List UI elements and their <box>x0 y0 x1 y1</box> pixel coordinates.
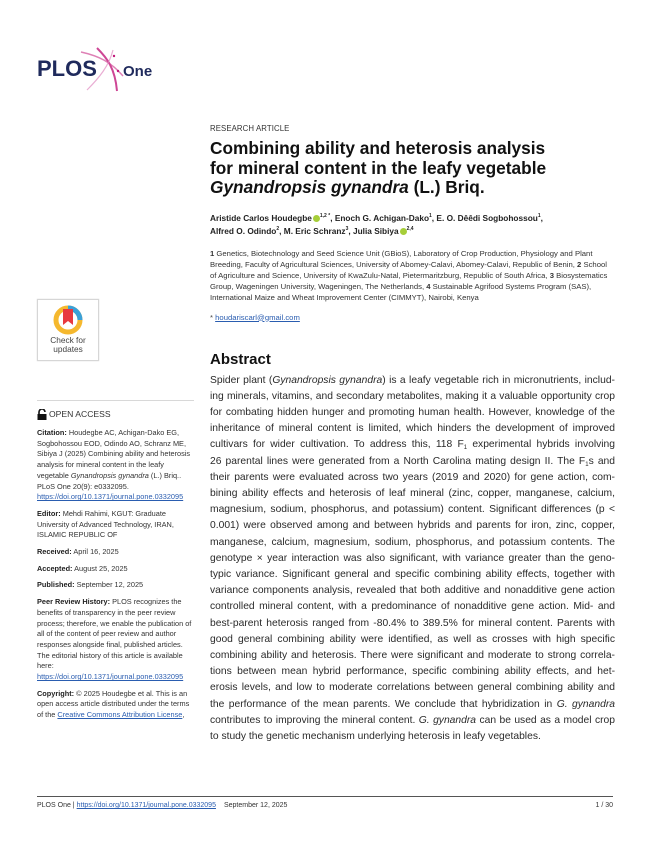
abstract-heading: Abstract <box>210 350 271 368</box>
check-updates-label: Check for <box>50 335 86 345</box>
author-separator: , <box>431 212 437 223</box>
divider <box>37 400 194 401</box>
author[interactable]: E. O. Dêêdi Sogbohossou <box>436 212 538 223</box>
citation-text-2: (L.) Briq.. PLoS One 20(9): e0332095. <box>37 470 182 491</box>
abstract-text: erosis levels, and low to moderate correlations between general combining ability and <box>210 682 615 694</box>
peer-review-label: Peer Review History: <box>37 597 111 607</box>
abstract-line <box>210 551 615 567</box>
open-lock-icon <box>37 409 47 420</box>
article-title <box>210 139 620 198</box>
abstract-text: 0.001) were observed among and between hybrids and parents for iron, zinc, copper, <box>210 520 615 532</box>
article-type: RESEARCH ARTICLE <box>210 124 290 133</box>
title-end: (L.) Briq. <box>408 177 485 197</box>
check-for-updates-badge[interactable] <box>37 299 99 361</box>
abstract-text: the performance of the mean parents. We conclude that hybridization in <box>210 698 557 710</box>
title-line: for mineral content in the leafy vegetable <box>210 157 547 178</box>
abstract-line <box>210 729 615 745</box>
abstract-text: typic variance. Significant general and specific combining ability effects, together with <box>210 568 615 580</box>
author-separator: , <box>348 226 353 236</box>
author-affiliation-marker: 1 <box>429 212 432 219</box>
editor <box>37 509 194 541</box>
copyright <box>37 689 194 721</box>
abstract-text: combining ability and heterosis. There were significant and moderate to strong correla- <box>210 649 615 661</box>
logo-plos-text: PLOS <box>37 56 97 81</box>
logo-one-text: One <box>123 63 153 80</box>
abstract-text: their parents were evaluated across two years (2019 and 2020) for gene action, com- <box>210 471 615 483</box>
affiliation-text: Biosystematics Group, Wageningen University, Wageningen, The Netherlands, <box>210 270 608 291</box>
accepted-label: Accepted: <box>37 563 73 573</box>
abstract-text: inheritance of mineral content is limited, which hinders the development of improved <box>210 423 615 435</box>
abstract-text: controlled mineral content, with a predominance of nonadditive gene action. Mid- and <box>210 601 615 613</box>
affiliation-number: 3 <box>549 270 554 280</box>
abstract-text: s and <box>588 455 615 467</box>
author-separator: , <box>279 226 284 236</box>
open-access-badge <box>37 409 194 420</box>
footer-date: September 12, 2025 <box>223 802 288 809</box>
title-species: Gynandropsis gynandra <box>210 177 409 197</box>
abstract-text: genotype × year interaction was also significant, with variance greater than the geno- <box>210 552 615 564</box>
abstract-body <box>210 373 615 746</box>
author[interactable]: Aristide Carlos Houdegbe <box>210 212 312 223</box>
accepted <box>37 564 194 575</box>
author[interactable]: Alfred O. Odindo <box>210 226 277 236</box>
abstract-line <box>210 373 615 389</box>
abstract-text: bining ability effects and heterosis of leaf mineral (zinc, copper, manganese, calcium, <box>210 487 615 499</box>
title-line: Combining ability and heterosis analysis <box>210 138 546 158</box>
subscript: 1 <box>585 461 589 468</box>
affiliation-text: School of Agriculture and Science, University of KwaZulu-Natal, Pietermaritzburg, Republic of South Africa, <box>210 259 607 280</box>
affiliation-number: 4 <box>426 281 431 291</box>
orcid-icon[interactable] <box>400 228 407 235</box>
affiliation-number: 2 <box>577 259 582 269</box>
author-separator: , <box>330 212 335 223</box>
abstract-line <box>210 713 615 729</box>
abstract-line <box>210 437 615 453</box>
footer-journal: PLOS One | <box>37 802 75 809</box>
open-access-label: OPEN ACCESS <box>49 409 111 420</box>
abstract-line <box>210 486 615 502</box>
abstract-line <box>210 502 615 518</box>
abstract-line <box>210 583 615 599</box>
peer-review-history <box>37 597 194 683</box>
abstract-text: ) is a leafy vegetable rich in micronutrients, includ- <box>382 374 615 386</box>
received <box>37 547 194 558</box>
abstract-line <box>210 648 615 664</box>
author-affiliation-marker: 3 <box>345 226 349 232</box>
abstract-text: variance components analysis, revealed that both additive and nonadditive gene action <box>210 585 615 597</box>
abstract-text: to study the genetic mechanism underlying heterosis in leafy vegetables. <box>210 730 541 742</box>
abstract-line <box>210 454 615 470</box>
received-date: April 16, 2025 <box>71 547 119 557</box>
email-marker: * <box>210 312 216 322</box>
abstract-line <box>210 697 615 713</box>
citation-species: Gynandropsis gynandra <box>70 470 149 480</box>
author[interactable]: Enoch G. Achigan-Dako <box>334 212 430 223</box>
affiliation-text: Genetics, Biotechnology and Seed Science Unit (GBioS), Laboratory of Crop Production, Physiology and Plant Breeding, Faculty of Agricultural Sciences, University of Abomey-Calavi, Abomey-Calavi, Republic of Benin, <box>210 248 593 269</box>
abstract-text: can be used as a model crop <box>476 714 615 726</box>
update-icon <box>38 300 98 336</box>
page-number: 1 / 30 <box>595 802 613 809</box>
abstract-text: cultivars for wider cultivation. To address this, 118 F <box>210 439 464 451</box>
abstract-text: 26 parental lines were generated from a North Carolina mating design II. The F <box>210 455 586 467</box>
abstract-text: tions between mean hybrid performance, specific combining ability effects, and het- <box>210 666 615 678</box>
article-info-sidebar <box>37 400 194 727</box>
abstract-text: magnesium, sodium, phosphorus, and potassium) content. Significant differences (p < <box>210 504 615 516</box>
subscript: 1 <box>463 445 468 452</box>
plos-one-logo[interactable] <box>37 46 177 96</box>
author-affiliation-marker: 1,2 * <box>319 212 331 219</box>
corresponding-email <box>210 313 620 322</box>
email-link[interactable]: houdariscarl@gmail.com <box>215 312 300 322</box>
author-affiliation-marker: 2 <box>276 226 280 232</box>
abstract-line <box>210 567 615 583</box>
species-name: G. gynandra <box>556 698 615 710</box>
citation <box>37 428 194 503</box>
editor-text: Mehdi Rahimi, KGUT: Graduate University of Advanced Technology, IRAN, ISLAMIC REPUBLIC OF <box>37 508 174 540</box>
abstract-line <box>210 680 615 696</box>
abstract-text: contributes to improving the mineral content. <box>210 714 419 726</box>
abstract-text: experimental hybrids involving <box>467 439 615 451</box>
abstract-line <box>210 421 615 437</box>
citation-doi-link[interactable]: https://doi.org/10.1371/journal.pone.0332095 <box>37 492 184 502</box>
footer-divider <box>37 796 613 797</box>
copyright-end: , <box>182 710 185 720</box>
copyright-label: Copyright: <box>37 688 75 698</box>
citation-text: Houdegbe AC, Achigan-Dako EG, Sogbohossou EOD, Odindo AO, Schranz ME, Sibiya J (2025) Combining ability and heterosis analysis for mineral content in the leafy vegetable <box>37 428 191 480</box>
footer-doi-link[interactable]: https://doi.org/10.1371/journal.pone.0332095 <box>76 802 216 809</box>
orcid-icon[interactable] <box>313 215 320 222</box>
copyright-text: © 2025 Houdegbe et al. This is an open access article distributed under the terms of the <box>37 688 190 720</box>
abstract-line <box>210 389 615 405</box>
published-date: September 12, 2025 <box>74 580 144 590</box>
author[interactable]: M. Eric Schranz <box>283 226 346 236</box>
abstract-line <box>210 470 615 486</box>
abstract-line <box>210 518 615 534</box>
affiliations <box>210 248 615 303</box>
accepted-date: August 25, 2025 <box>72 563 128 573</box>
published-label: Published: <box>37 580 75 590</box>
abstract-text: manganese, calcium, magnesium, sodium, phosphorus, and potassium contents. The <box>210 536 615 548</box>
author-affiliation-marker: 2,4 <box>406 226 414 232</box>
species-name: G. gynandra <box>418 714 477 726</box>
species-name: Gynandropsis gynandra <box>272 374 383 386</box>
abstract-text: best-parent heterosis ranged from -80.4% to 389.5% for mineral content. Parents with <box>210 617 615 629</box>
citation-label: Citation: <box>37 428 67 437</box>
peer-review-link[interactable]: https://doi.org/10.1371/journal.pone.0332095 <box>37 672 184 682</box>
author-list <box>210 212 620 239</box>
received-label: Received: <box>37 547 72 557</box>
article-main <box>210 124 620 745</box>
abstract-line <box>210 632 615 648</box>
published <box>37 580 194 591</box>
abstract-line <box>210 535 615 551</box>
affiliation-number: 1 <box>210 248 215 258</box>
abstract-text: good general combining ability were identified, as well as crosses with high specific <box>210 633 615 645</box>
abstract-text: Spider plant ( <box>210 374 273 386</box>
abstract-line <box>210 664 615 680</box>
abstract-line <box>210 405 615 421</box>
peer-review-text: PLOS recognizes the benefits of transparency in the peer review process; therefore, we enable the publication of all of the content of peer review and author responses alongside final, published articles. The editorial history of this article is available here: <box>37 597 192 671</box>
abstract-text: ing minerals, vitamins, and secondary metabolites, making it a valuable opportunity crop <box>210 390 615 402</box>
editor-label: Editor: <box>37 508 61 518</box>
check-updates-label-2: updates <box>53 344 83 354</box>
affiliation-text: Sustainable Agrifood Systems Program (SAS), International Maize and Wheat Improvement Center (CIMMYT), Nairobi, Kenya <box>210 281 592 302</box>
author-affiliation-marker: 1 <box>537 212 541 219</box>
abstract-line <box>210 599 615 615</box>
author[interactable]: Julia Sibiya <box>352 226 399 236</box>
abstract-text: for combating hidden hunger and promoting human health. However, knowledge of the <box>210 406 615 418</box>
license-link[interactable]: Creative Commons Attribution License <box>57 710 183 720</box>
abstract-line <box>210 616 615 632</box>
page-footer <box>37 802 613 809</box>
author-separator: , <box>540 212 543 223</box>
